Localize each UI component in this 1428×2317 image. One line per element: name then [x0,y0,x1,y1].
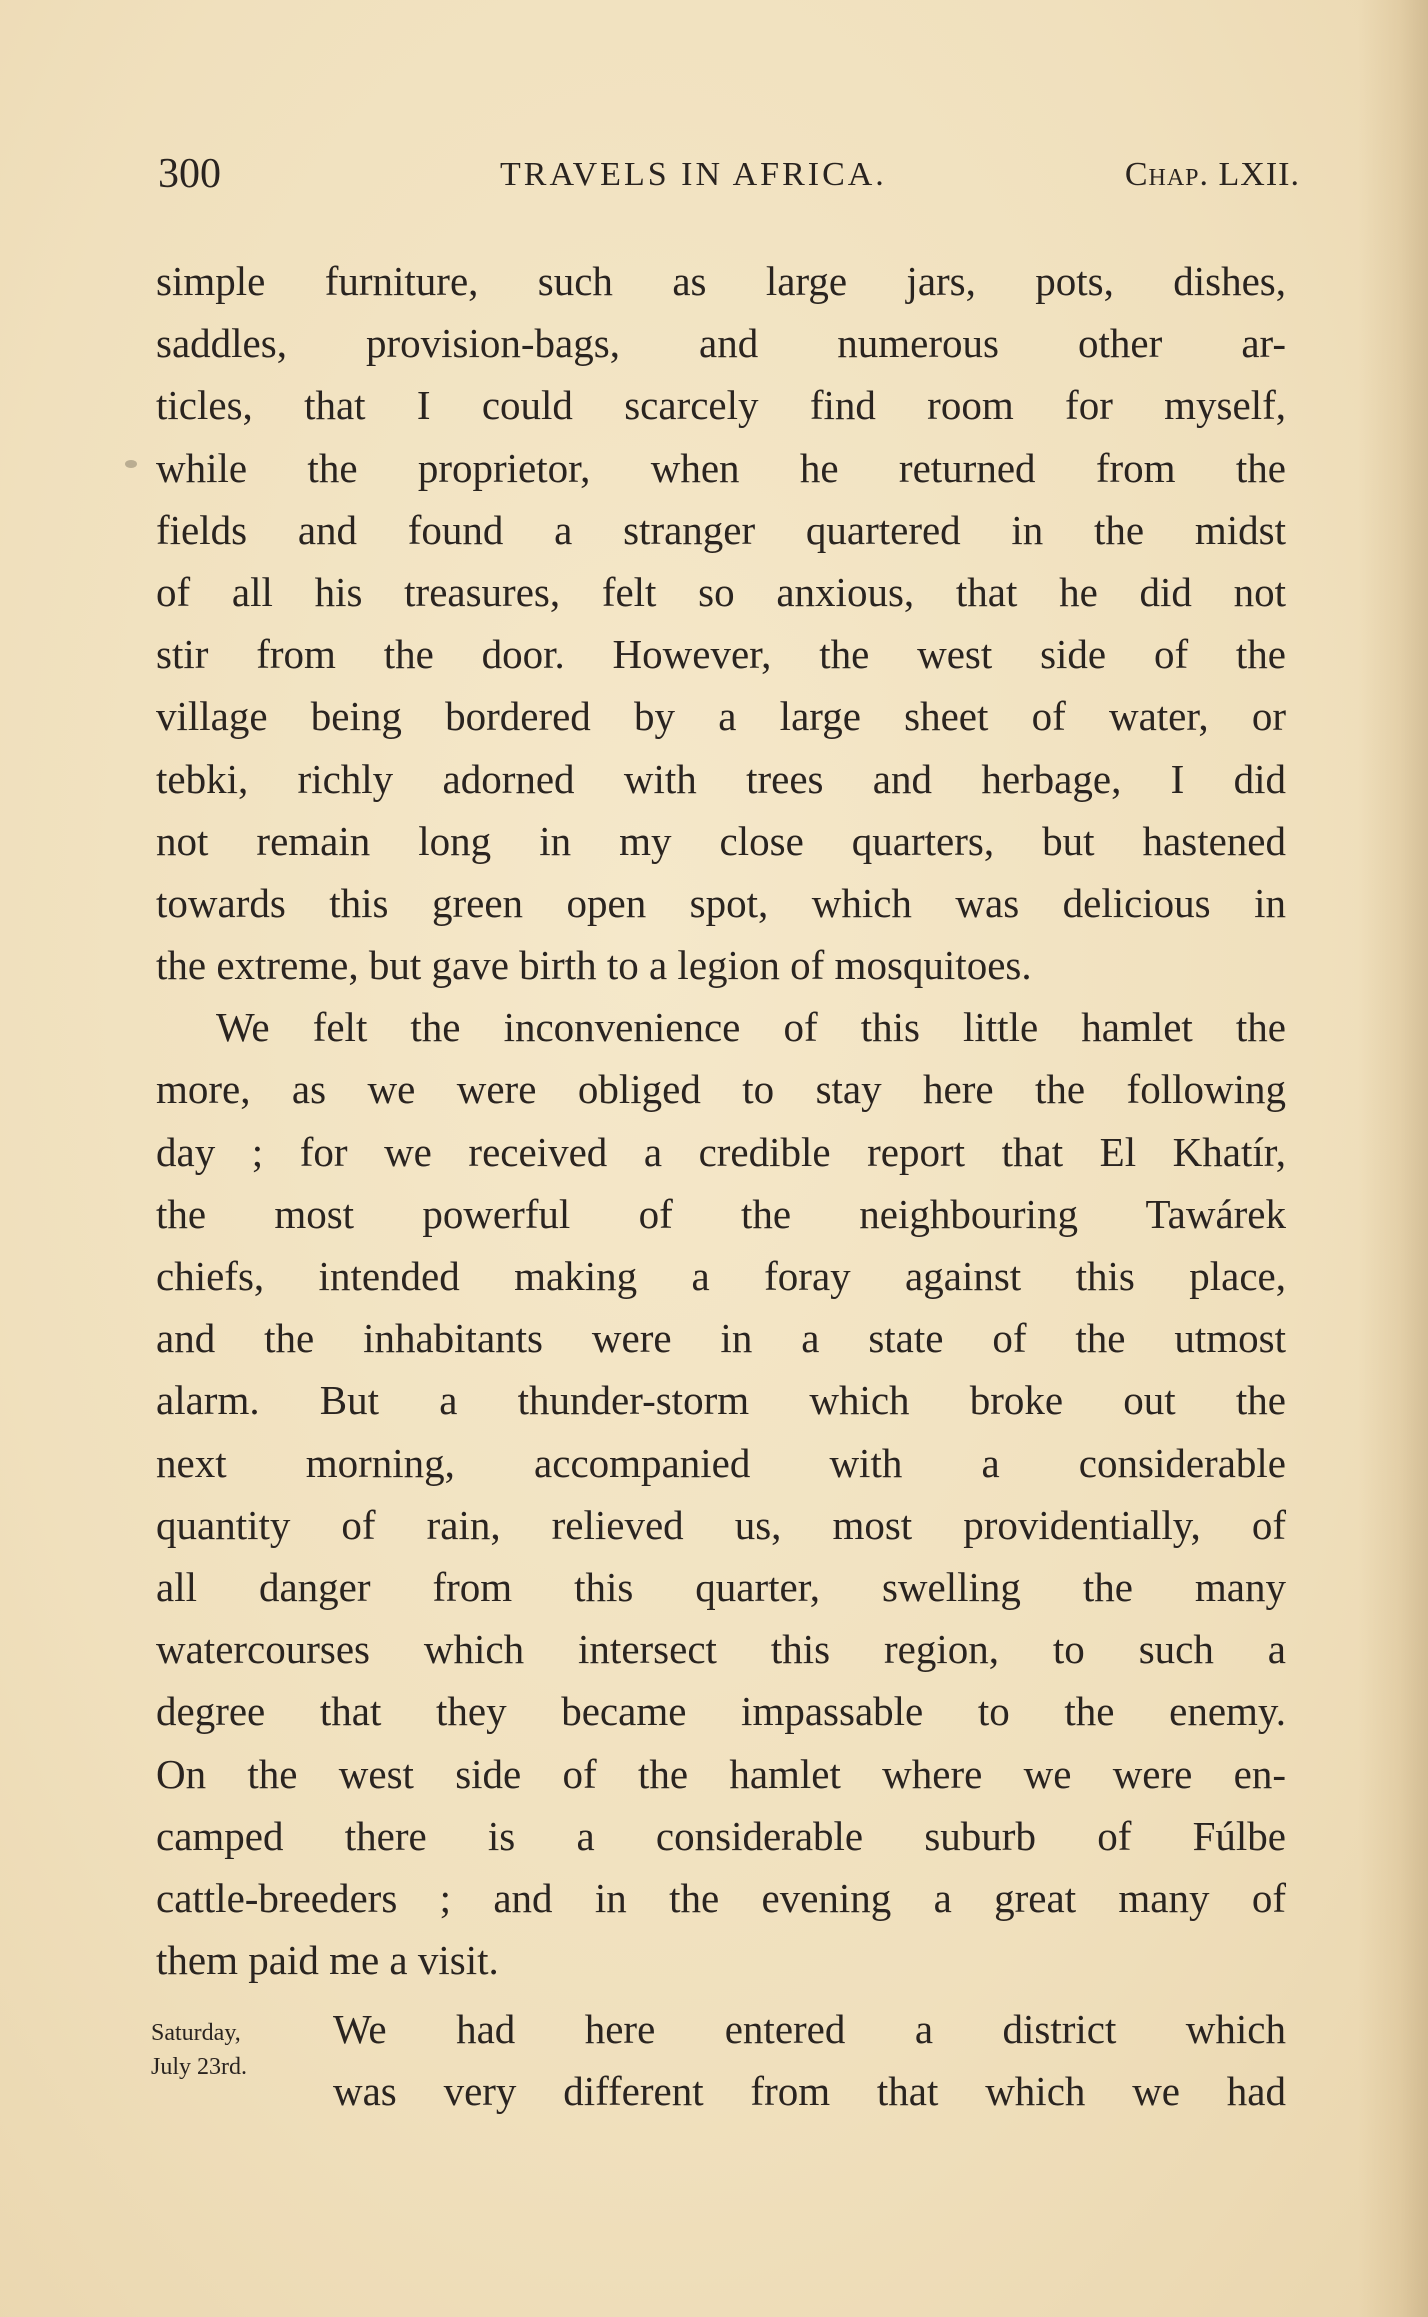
text-line: while the proprietor, when he returned from the [156,444,1286,491]
body-text [156,250,1286,1991]
page-number: 300 [158,151,221,197]
text-line: stir from the door. However, the west side of the [156,631,1286,678]
text-line: them paid me a visit. [156,1937,499,1984]
marginal-note-date: July 23rd. [151,2054,247,2080]
text-line: chiefs, intended making a foray against this place, [156,1253,1286,1299]
text-line: ticles, that I could scarcely find room for myself, [156,382,1286,429]
text-line: fields and found a stranger quartered in the midst [156,506,1286,553]
text-line: not remain long in my close quarters, but hastened [156,817,1286,864]
text-line: the most powerful of the neighbouring Tawárek [156,1190,1286,1237]
chapter-label: Chap. LXII. [1124,156,1300,193]
text-line: next morning, accompanied with a considerable [156,1439,1286,1486]
text-line: tebki, richly adorned with trees and herbage, I did [156,755,1286,802]
text-line: simple furniture, such as large jars, pots, dishes, [156,258,1286,304]
margin-mark [125,460,137,468]
text-line: saddles, provision-bags, and numerous other ar- [156,320,1286,367]
text-line: towards this green open spot, which was delicious in [156,879,1286,926]
text-line: watercourses which intersect this region, to such a [156,1626,1286,1673]
text-line: alarm. But a thunder-storm which broke out the [156,1377,1286,1424]
text-line: On the west side of the hamlet where we were en- [156,1750,1286,1797]
marginal-date-note [151,2019,321,2081]
text-line: the extreme, but gave birth to a legion of mosquitoes. [156,942,1032,989]
text-line: camped there is a considerable suburb of Fúlbe [156,1812,1286,1859]
marginal-note-day: Saturday, [151,2020,241,2046]
text-line: We had here entered a district which [333,2006,1286,2052]
running-head [158,150,1300,210]
paragraph-with-sidenote [333,1998,1286,2122]
text-line: all danger from this quarter, swelling the many [156,1563,1286,1610]
text-line: of all his treasures, felt so anxious, that he did not [156,568,1286,615]
text-line: day ; for we received a credible report that El Khatír, [156,1128,1286,1175]
text-line: was very different from that which we had [333,2068,1286,2115]
text-line: more, as we were obliged to stay here the following [156,1066,1286,1113]
text-line: cattle-breeders ; and in the evening a great many of [156,1874,1286,1921]
text-line: quantity of rain, relieved us, most providentially, of [156,1501,1286,1548]
running-title: TRAVELS IN AFRICA. [500,156,887,193]
text-line: We felt the inconvenience of this little hamlet the [216,1004,1286,1051]
text-line: degree that they became impassable to the enemy. [156,1688,1286,1735]
text-line: village being bordered by a large sheet of water, or [156,693,1286,740]
text-line: and the inhabitants were in a state of the utmost [156,1315,1286,1362]
